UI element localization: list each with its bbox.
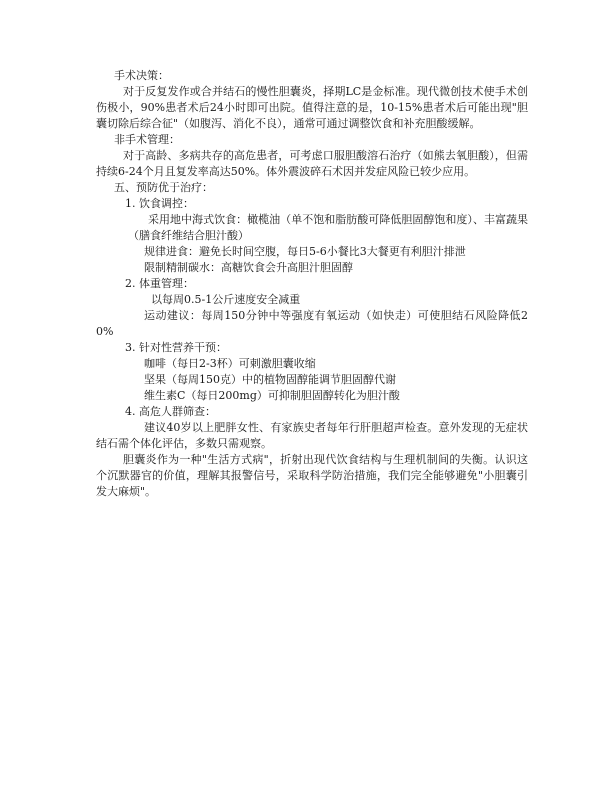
exercise-advice-item: 运动建议：每周150分钟中等强度有氧运动（如快走）可使胆结石风险降低20% [96, 309, 528, 338]
prevention-section-heading: 五、预防优于治疗： [114, 181, 213, 194]
surgical-decision-heading: 手术决策： [114, 69, 169, 82]
high-risk-screening-paragraph: 建议40岁以上肥胖女性、有家族史者每年行肝胆超声检查。意外发现的无症状结石需个体化评估，多数只需观察。 [96, 421, 528, 450]
nuts-item: 坚果（每周150克）中的植物固醇能调节胆固醇代谢 [144, 373, 396, 386]
nonsurgical-management-paragraph: 对于高龄、多病共存的高危患者，可考虑口服胆酸溶石治疗（如熊去氧胆酸），但需持续6-24个月且复发率高达50%。体外震波碎石术因并发症风险已较少应用。 [96, 149, 528, 178]
document-body [96, 68, 528, 500]
nutrition-intervention-heading: 3. 针对性营养干预： [125, 341, 227, 354]
conclusion-paragraph: 胆囊炎作为一种"生活方式病"，折射出现代饮食结构与生理机制间的失衡。认识这个沉默器官的价值，理解其报警信号，采取科学防治措施，我们完全能够避免"小胆囊引发大麻烦"。 [96, 453, 528, 498]
vitamin-c-item: 维生素C（每日200mg）可抑制胆固醇转化为胆汁酸 [144, 389, 400, 402]
diet-limit-carbs-item: 限制精制碳水：高糖饮食会升高胆汁胆固醇 [144, 261, 353, 274]
nonsurgical-management-heading: 非手术管理： [114, 133, 180, 146]
weight-management-heading: 2. 体重管理： [125, 277, 194, 290]
diet-mediterranean-item: 采用地中海式饮食：橄榄油（单不饱和脂肪酸可降低胆固醇饱和度）、丰富蔬果（膳食纤维结合胆汁酸） [128, 213, 528, 242]
diet-control-heading: 1. 饮食调控： [125, 197, 194, 210]
surgical-decision-paragraph: 对于反复发作或合并结石的慢性胆囊炎，择期LC是金标准。现代微创技术使手术创伤极小，90%患者术后24小时即可出院。值得注意的是，10-15%患者术后可能出现"胆囊切除后综合征"（如腹泻、消化不良），通常可通过调整饮食和补充胆酸缓解。 [96, 85, 528, 130]
coffee-item: 咖啡（每日2-3杯）可刺激胆囊收缩 [144, 357, 316, 370]
weight-loss-rate-item: 以每周0.5-1公斤速度安全减重 [151, 293, 301, 306]
high-risk-screening-heading: 4. 高危人群筛查： [125, 405, 216, 418]
diet-regular-meals-item: 规律进食：避免长时间空腹，每日5-6小餐比3大餐更有利胆汁排泄 [144, 245, 466, 258]
